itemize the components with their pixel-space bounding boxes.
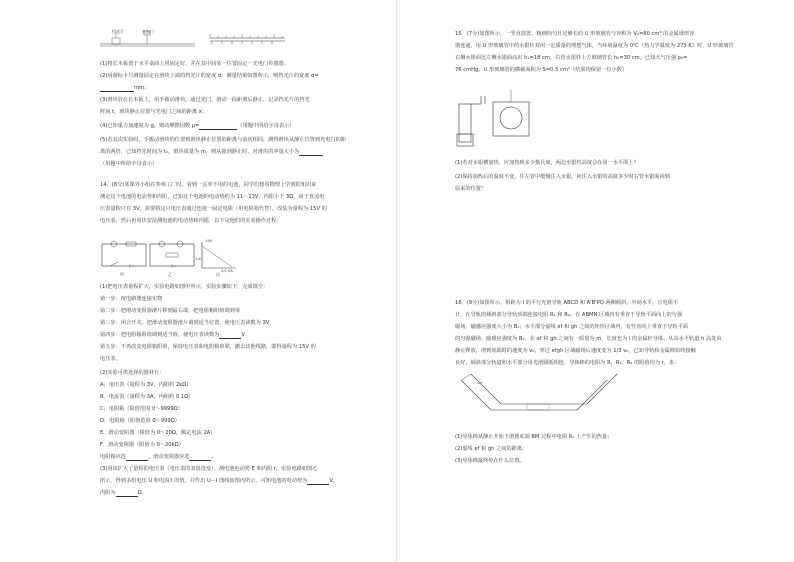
q13-step4: (4)已知重力加速度为 g，则动摩擦因数 μ= （用题中所给字母表示） [100,123,295,129]
q15-line2: 器连通，用 U 形玻璃管中的水银柱封闭一定质量的理想气体，当环境温度为 0℃（热力学温度为 273 K）时，U 形玻璃管 [455,43,734,49]
q16-question3: (3)导体棒最终停在什么位置。 [455,458,525,464]
answer-blank[interactable] [100,86,134,92]
u-tube-figure [457,90,547,150]
q14-intro-line3: 压表量程只有 3V，需要将这只电压表通过连接一固定电阻（用电阻箱代替），改装为量程为 15V 的 [100,206,327,212]
option-a: A．电压表（量程为 3V，内阻约 2kΩ） [100,382,192,388]
q14-part1: (1)把电压表量程扩大，实验电路如图甲所示，实验步骤如下，完成填空： [100,284,269,290]
q16-line5: 静止释放，滑到底端时的速度为 v₀，穿过 efgh 区域磁场后速度变为 1/3 v₀，已知导轨和金属棒始终接触 [455,348,696,354]
graph-value-i: 2.0 [221,269,227,273]
answer-blank[interactable] [307,479,329,485]
q15-question2: (2)保持加热后的温度不变，往左管中缓慢注入水银，问注入水银的高度多少时右管水银面回到 [455,174,670,180]
q15-line3: 右侧水银面比左侧水银面高出 h₁=18 cm，右管水银柱上方玻璃管长 h₀=30 cm。已知大气压强 p₀= [455,55,688,61]
q15-line1: 15．(7分)如图所示，一竖直放置、粗细均匀且足够长的 U 形玻璃管与容积为 V₀=80 cm³ 的金属球形容 [455,31,695,37]
q14-intro-line2: 测定这个电池的电动势和内阻，已知这个电池的电动势约为 11～13V，内阻小于 3Ω，由于直流电 [100,194,325,200]
figure-label-photogate: 光电门 [142,29,154,34]
q13-step5: (5)若其次实验时，手拨动滑块的位置到滑块静止位置的距离与前次相同，测得滑块从静止位置到光电门的距 [100,137,346,143]
q16-line2: 计，在导轨的倾斜部分导轨顶端连接电阻 R₁ 和 R₂，在 ABMN 区域内有垂直于导轨平面向上的匀强 [455,312,683,318]
rail-track-figure [457,372,647,420]
answer-blank[interactable] [116,491,138,497]
q13-step3b: 时间 t，滑块静止位置与光电门之间的距离 x； [100,109,207,115]
graph-value-u: 1.6 [195,257,201,261]
q13-step1: (1)将长木板置于水平桌面上用固定好，并在其中间某一位置固定一光电门传感器； [100,61,289,67]
circuit-figure-yi [148,240,196,272]
answer-blank[interactable] [199,124,237,130]
q16-line4: 的匀强磁场，磁感应强度为 B₂，在 ef 和 gh 之间有一质量为 m、长度也为 l 的金属杆导体，从高水平轨道 h 高处由 [455,336,722,342]
q13-step5c: （用题中所给字母表示） [100,161,158,167]
q14-choice: 电阻箱应选 ，滑动变阻器应选 。 [100,454,217,460]
option-b: B．电流表（量程为 3A，内阻约 0.1Ω） [100,394,194,400]
option-c: C．电阻箱（阻值范围 0～9999Ω） [100,406,183,412]
q14-part3c: 内阻为 Ω。 [100,490,147,496]
answer-blank[interactable] [299,150,323,156]
figure-label-shading-plate: 挡光片 [112,29,124,34]
q13-step2: (2)用游标卡尺测量固定在滑块上端的挡光片的宽度 d，测量结果如图所示，则挡光片的宽度 d= [100,73,319,79]
q14-part3b: 所示，得到多组电压 U 和电流 I 的值，并作出 U－I 图线如图丙所示，可知电池的电动势为 V， [100,478,339,484]
figure-caption-bing: 丙 [216,272,220,277]
q15-question2b: 原来的位置？ [455,186,487,192]
q14-part2: (2)实验可供选择的器材有： [100,370,165,376]
answer-blank[interactable] [189,455,211,461]
q15-question1: (1)若对水银槽加热，应加热到多少摄氏度，两边水银柱高度会在同一水平面上？ [455,160,639,166]
figure-caption-jia: 甲 [120,272,124,277]
q16-question2: (2)虚线 ef 和 gh 之间的距离； [455,446,528,452]
q14-step-5: 第五步：不再改变电阻箱阻值，保持电压表和电阻箱串联，撤去其他线路，即得量程为 15V 的 [100,344,316,350]
q14-intro-line4: 电压表，然后再用伏安法测电池的电动势和内阻，以下是他们的实验操作过程： [100,218,282,224]
q16-line1: 16．(9分)如图所示，相距为 l 的平行光滑导轨 ABCD 和 A'B'PQ 两侧倾斜，中间水平，且电阻不 [455,300,679,306]
graph-axis-u: U/V [206,239,213,243]
figure-caption-yi: 乙 [168,272,172,277]
q16-question1: (1)导体棒从静止开始下滑到底端 BM 过程中电阻 R₁ 上产生的热量； [455,434,613,440]
q14-step-5b: 电压表。 [100,356,121,362]
answer-blank[interactable] [219,333,241,339]
option-e: E．滑动变阻器（阻值为 0～20Ω，额定电流 2A） [100,430,216,436]
option-f: F．滑动变阻器（阻值为 0～20kΩ） [100,442,184,448]
q14-step-3: 第三步：闭合开关，把滑动变阻器滑片调到适当位置，使电压表读数为 3V [100,320,270,326]
q13-step5b: 离的两倍，已知挡光时间为 t₂，滑块质量为 m，则从拨到静止时，对滑块的冲量大小为 [100,149,323,156]
q14-step-2: 第二步：把滑动变阻器滑片移到最右端，把电阻箱阻值调到零 [100,308,241,314]
circuit-figure-jia [100,240,148,272]
column-divider [396,0,397,562]
q13-step3: (3)滑块放在长木板上，用手拨动滑块，通过光门，滑动一段距离后静止，记录挡光片的挡光 [100,97,310,103]
option-d: D．电阻箱（阻值范围 0～999Ω） [100,418,180,424]
q14-intro-line1: 14．(8分)某课外小组在参观工厂时，看到一丢弃不用的电池，同学们想用物理上学到的知识来 [100,182,317,188]
answer-blank[interactable] [126,455,148,461]
q16-line3: 磁场，磁感应强度大小为 B₁；水平部分虚线 ef 和 gh 之间的矩形区域内，有竖直向上垂直于导轨平面 [455,324,688,330]
q14-step-4: 第四步：把电阻箱阻值调到适当值，使电压表读数为 V [100,332,245,338]
q15-line4: 76 cmHg，U 形玻璃管的横截面积为 S=0.5 cm²（结果均保留一位小数） [455,67,628,73]
graph-axis-i: I/A [228,269,233,273]
q14-part3: (3)用该扩大了量程的电压表（电压表的表盘没变），测电池电动势 E 和内阻 r，实验电路如图乙 [100,466,318,472]
track-and-caliper-figure [100,26,290,48]
q16-line6: 良好，倾斜部分轨道和水平部分用光滑圆弧相连，导体棒的电阻为 R，R₁、R₂ 的阻值均为 r，求： [455,360,680,366]
q14-step-1: 第一步：按电路图连接实物 [100,296,163,302]
q13-step2-answer: mm； [100,85,149,92]
